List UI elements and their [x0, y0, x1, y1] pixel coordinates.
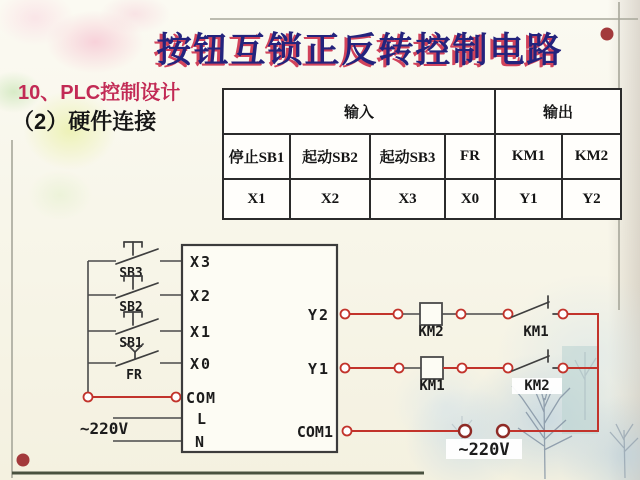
pin-label-x0: X0 [190, 355, 213, 373]
page-title: 按钮互锁正反转控制电路 [156, 31, 564, 70]
contact-label-km2: KM2 [524, 378, 550, 394]
red-dot-top-right [601, 28, 614, 41]
nc-contact-km2-icon [512, 350, 558, 371]
address-cell: Y2 [562, 179, 621, 219]
pin-label-n: N [195, 433, 205, 451]
terminal-circle [341, 364, 350, 373]
contact-label-km1: KM1 [523, 324, 549, 340]
address-cell: X2 [290, 179, 370, 219]
switch-label-sb3: SB3 [119, 266, 143, 281]
signal-cell: 停止SB1 [223, 134, 290, 179]
io-table-signal-row [223, 134, 621, 179]
terminal-circle [341, 310, 350, 319]
signal-cell: KM1 [495, 134, 562, 179]
nc-contact-km1-icon [512, 296, 558, 317]
switch-label-fr: FR [126, 368, 142, 383]
pin-label-x3: X3 [190, 253, 213, 271]
pin-label-com: COM [186, 389, 217, 407]
terminal-circle [559, 364, 568, 373]
coil-km1 [421, 357, 443, 379]
pin-label-y2: Y2 [307, 306, 330, 324]
plc-box [182, 245, 337, 452]
signal-cell: FR [445, 134, 495, 179]
red-dot-bottom-left [17, 454, 30, 467]
address-cell: X0 [445, 179, 495, 219]
pin-label-x1: X1 [190, 323, 213, 341]
terminal-circle [458, 364, 467, 373]
coil-label-km2: KM2 [418, 324, 444, 340]
pin-label-x2: X2 [190, 287, 213, 305]
source-terminal-circle [497, 425, 509, 437]
address-cell: Y1 [495, 179, 562, 219]
address-cell: X3 [370, 179, 445, 219]
terminal-circle [84, 393, 93, 402]
terminal-circle [504, 364, 513, 373]
pushbutton-icon [116, 312, 158, 334]
output-header-cell: 输出 [495, 89, 621, 134]
switch-label-sb1: SB1 [119, 336, 143, 351]
terminal-circle [504, 310, 513, 319]
signal-cell: KM2 [562, 134, 621, 179]
pushbutton-icon [116, 242, 158, 264]
input-header-cell: 输入 [223, 89, 495, 134]
subtitle-hardware-connection: （2）硬件连接 [12, 109, 157, 134]
pin-label-l: L [197, 410, 207, 428]
pin-label-com1: COM1 [296, 423, 333, 441]
terminal-circle [343, 427, 352, 436]
coil-label-km1: KM1 [419, 378, 445, 394]
signal-cell: 起动SB3 [370, 134, 445, 179]
subtitle-plc-design: 10、PLC控制设计 [18, 82, 181, 104]
input-row-x2 [88, 276, 182, 315]
input-row-x1 [88, 312, 182, 351]
terminal-circle [457, 310, 466, 319]
left-voltage-label: ~220V [79, 419, 129, 438]
signal-cell: 起动SB2 [290, 134, 370, 179]
switch-label-sb2: SB2 [119, 300, 143, 315]
terminal-circle [559, 310, 568, 319]
io-table-header-row [223, 89, 621, 134]
source-terminal-circle [459, 425, 471, 437]
io-table-address-row [223, 179, 621, 219]
address-cell: X1 [223, 179, 290, 219]
terminal-circle [172, 393, 181, 402]
coil-km2 [420, 303, 442, 325]
output-row-y1 [341, 350, 599, 394]
supply-wires-left [80, 418, 182, 441]
terminal-circle [395, 364, 404, 373]
output-row-y2 [341, 296, 599, 340]
com-wire [84, 393, 181, 402]
io-table [222, 88, 622, 220]
terminal-circle [394, 310, 403, 319]
right-voltage-label: ~220V [458, 440, 510, 460]
pin-label-y1: Y1 [307, 360, 330, 378]
